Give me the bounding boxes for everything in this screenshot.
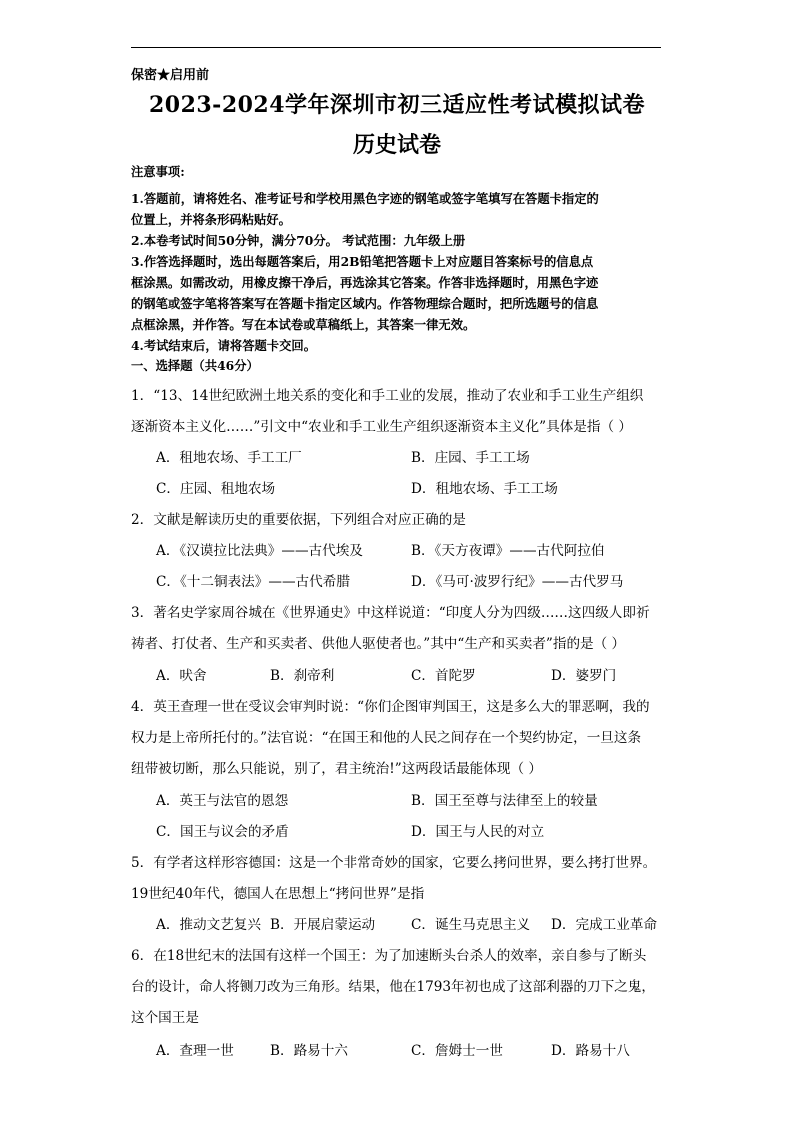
question-text: 6．在18世纪末的法国有这样一个国王：为了加速断头台杀人的效率，亲自参与了断头 <box>131 948 647 964</box>
question-text: 权力是上帝所托付的。”法官说：“在国王和他的人民之间存在一个契约协定，一旦这条 <box>131 730 642 746</box>
option-a: A．英王与法官的恩怨 <box>156 793 289 809</box>
option-c: C．国王与议会的矛盾 <box>156 824 289 840</box>
option-c: C．詹姆士一世 <box>411 1043 503 1059</box>
option-d: D．完成工业革命 <box>551 917 658 933</box>
question-text: 3．著名史学家周谷城在《世界通史》中这样说道：“印度人分为四级……这四级人即祈 <box>131 605 650 621</box>
question-text: 台的设计，命人将铡刀改为三角形。结果，他在1793年初也成了这部利器的刀下之鬼， <box>131 979 655 995</box>
notice-heading: 注意事项: <box>131 164 185 179</box>
question-text: 纽带被切断，那么只能说，别了，君主统治!”这两段话最能体现（ ） <box>131 761 542 777</box>
question-text: 逐渐资本主义化……”引文中“农业和手工业生产组织逐渐资本主义化”具体是指（ ） <box>131 419 632 435</box>
notice-line: 框涂黑。如需改动，用橡皮擦干净后，再选涂其它答案。作答非选择题时，用黑色字迹 <box>131 275 599 290</box>
notice-line: 点框涂黑，并作答。写在本试卷或草稿纸上，其答案一律无效。 <box>131 317 476 332</box>
option-b: B．国王至尊与法律至上的较量 <box>411 793 598 809</box>
option-c: C．《十二铜表法》——古代希腊 <box>156 574 350 590</box>
option-b: B．开展启蒙运动 <box>270 917 376 933</box>
notice-line: 3.作答选择题时，选出每题答案后，用2B铅笔把答题卡上对应题目答案标号的信息点 <box>131 254 594 269</box>
exam-title: 2023-2024学年深圳市初三适应性考试模拟试卷 <box>148 92 646 118</box>
question-text: 4．英王查理一世在受议会审判时说：“你们企图审判国王，这是多么大的罪恶啊，我的 <box>131 699 650 715</box>
option-d: D．租地农场、手工工场 <box>411 481 558 497</box>
option-a: A．推动文艺复兴 <box>156 917 261 933</box>
option-c: C．首陀罗 <box>411 668 476 684</box>
notice-line: 4.考试结束后，请将答题卡交回。 <box>131 338 316 353</box>
exam-subtitle: 历史试卷 <box>352 132 441 158</box>
option-b: B．路易十六 <box>270 1043 348 1059</box>
question-text: 这个国王是 <box>131 1010 199 1026</box>
question-text: 5．有学者这样形容德国：这是一个非常奇妙的国家，它要么拷问世界，要么拷打世界。 <box>131 855 657 871</box>
notice-line: 位置上，并将条形码粘贴好。 <box>131 212 291 227</box>
option-a: A．查理一世 <box>156 1043 234 1059</box>
option-c: C．庄园、租地农场 <box>156 481 276 497</box>
question-text: 19世纪40年代，德国人在思想上“拷问世界”是指 <box>131 886 425 902</box>
option-d: D．婆罗门 <box>551 668 617 684</box>
question-text: 1．“13、14世纪欧洲土地关系的变化和手工业的发展，推动了农业和手工业生产组织 <box>131 388 644 404</box>
option-b: B．庄园、手工工场 <box>411 450 530 466</box>
option-b: B．《天方夜谭》——古代阿拉伯 <box>411 543 605 559</box>
option-c: C．诞生马克思主义 <box>411 917 531 933</box>
notice-line: 的钢笔或签字笔将答案写在答题卡指定区域内。作答物理综合题时，把所选题号的信息 <box>131 296 599 311</box>
option-a: A．吠舍 <box>156 668 207 684</box>
option-a: A．租地农场、手工工厂 <box>156 450 302 466</box>
option-b: B．刹帝利 <box>270 668 335 684</box>
option-d: D．国王与人民的对立 <box>411 824 545 840</box>
question-text: 2．文献是解读历史的重要依据，下列组合对应正确的是 <box>131 512 466 528</box>
secret-label: 保密★启用前 <box>131 68 210 83</box>
option-d: D．路易十八 <box>551 1043 630 1059</box>
question-text: 祷者、打仗者、生产和买卖者、供他人驱使者也。”其中“生产和买卖者”指的是（ ） <box>131 636 626 652</box>
notice-line: 1.答题前，请将姓名、准考证号和学校用黑色字迹的钢笔或签字笔填写在答题卡指定的 <box>131 191 599 206</box>
section-heading: 一、选择题（共46分） <box>131 358 259 373</box>
option-d: D．《马可·波罗行纪》——古代罗马 <box>411 574 624 590</box>
header-rule <box>131 47 661 48</box>
notice-line: 2.本卷考试时间50分钟，满分70分。 考试范围：九年级上册 <box>131 233 466 248</box>
option-a: A．《汉谟拉比法典》——古代埃及 <box>156 543 363 559</box>
